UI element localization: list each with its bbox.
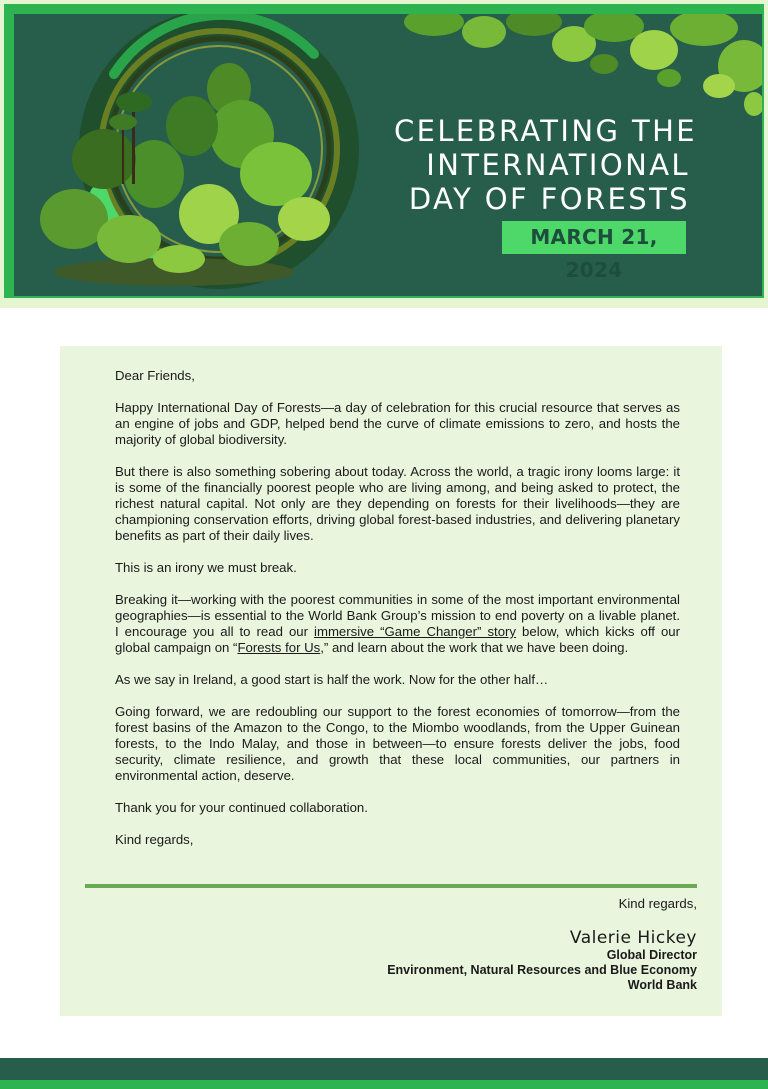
paragraph-2: But there is also something sobering about today. Across the world, a tragic irony looms large: it is some of the financially poorest people who are living among, and being asked to protect, the richest natural capital. Not only are they depending on forests for their livelihoods—they are championing conservation efforts, driving global forest-based industries, and delivering planetary benefits as part of their daily lives. xyxy=(115,464,680,543)
paragraph-5: As we say in Ireland, a good start is half the work. Now for the other half… xyxy=(115,672,549,687)
forests-for-us-link[interactable]: Forests for Us xyxy=(237,640,321,655)
paragraph-1: Happy International Day of Forests—a day of celebration for this crucial resource that serves as an engine of jobs and GDP, helped bend the curve of climate emissions to zero, and hosts the majority of global biodiversity. xyxy=(115,400,680,447)
paragraph-3: This is an irony we must break. xyxy=(115,560,297,575)
letter-card xyxy=(60,346,722,1016)
footer-band xyxy=(0,1058,768,1080)
salutation: Dear Friends, xyxy=(115,368,195,383)
title-line-1: CELEBRATING THE xyxy=(394,114,698,148)
letter-body xyxy=(115,368,680,864)
page-title xyxy=(394,114,698,216)
letter-closing: Kind regards, xyxy=(115,832,194,847)
title-line-2: INTERNATIONAL xyxy=(426,148,690,182)
date-badge: MARCH 21, 2024 xyxy=(502,221,686,254)
signature-title: Global Director xyxy=(606,948,697,962)
header-band xyxy=(0,0,768,308)
signature-name: Valerie Hickey xyxy=(569,928,697,948)
paragraph-4 xyxy=(115,592,680,656)
footer-strip xyxy=(0,1080,768,1089)
paragraph-7: Thank you for your continued collaboration. xyxy=(115,800,368,815)
leaves-icon xyxy=(404,14,762,116)
header-frame xyxy=(4,4,764,298)
signature-department: Environment, Natural Resources and Blue Economy xyxy=(387,963,697,977)
paragraph-4-part-3: ,” and learn about the work that we have been doing. xyxy=(320,640,629,655)
paragraph-4-part-2: below, which kicks off our global campaign on “ xyxy=(115,624,681,655)
paragraph-4-part-1: Breaking it—working with the poorest communities in some of the most important environmental geographies—is essential to the World Bank Group’s mission to end poverty on a livable planet. I encourage you all to read our xyxy=(115,592,680,639)
signature-block xyxy=(197,896,697,993)
title-line-3: DAY OF FORESTS xyxy=(408,182,690,216)
game-changer-story-link[interactable]: immersive “Game Changer” story xyxy=(314,624,517,639)
signature-organization: World Bank xyxy=(627,978,697,992)
divider xyxy=(85,884,697,888)
signature-closing: Kind regards, xyxy=(618,896,697,911)
header-panel xyxy=(14,14,762,296)
paragraph-6: Going forward, we are redoubling our support to the forest economies of tomorrow—from the forest basins of the Amazon to the Congo, to the Miombo woodlands, from the Upper Guinean forests, to the Indo Malay, and those in between—to ensure forests deliver the jobs, food security, climate resilience, and growth that these local communities, our partners in environmental action, deserve. xyxy=(115,704,680,783)
